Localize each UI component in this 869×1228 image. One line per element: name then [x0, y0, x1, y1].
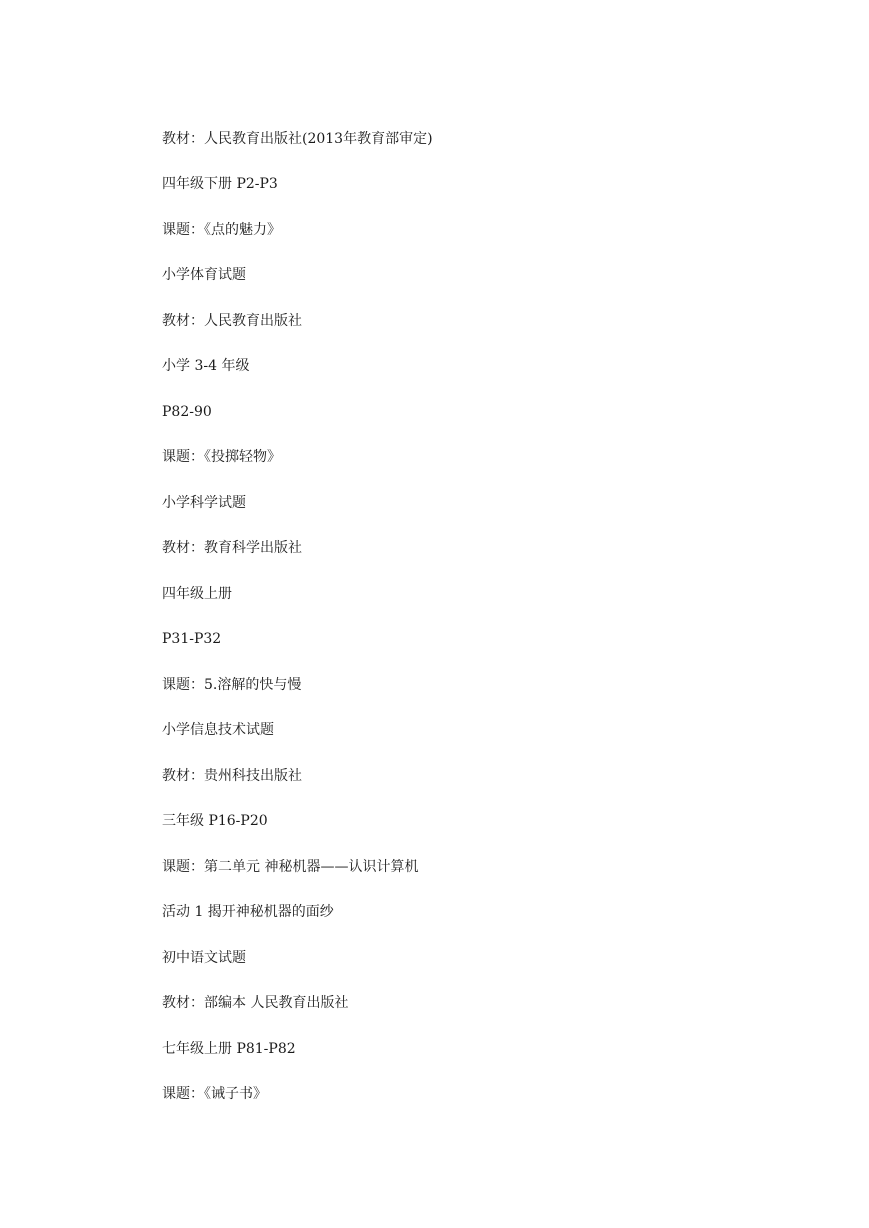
section-heading-chinese: 初中语文试题 — [162, 950, 246, 966]
activity-line-it: 活动 1 揭开神秘机器的面纱 — [162, 904, 334, 920]
grade-pages-line-art: 四年级下册 P2-P3 — [162, 176, 278, 192]
grade-line-pe: 小学 3-4 年级 — [162, 358, 250, 374]
section-heading-pe: 小学体育试题 — [162, 267, 246, 283]
topic-line-pe: 课题：《投掷轻物》 — [162, 449, 281, 465]
grade-pages-line-chinese: 七年级上册 P81-P82 — [162, 1041, 296, 1057]
textbook-line-pe: 教材：人民教育出版社 — [162, 313, 302, 329]
textbook-line-chinese: 教材：部编本 人民教育出版社 — [162, 995, 349, 1011]
topic-line-chinese: 课题：《诫子书》 — [162, 1086, 267, 1102]
section-heading-it: 小学信息技术试题 — [162, 722, 274, 738]
section-heading-science: 小学科学试题 — [162, 495, 246, 511]
textbook-line-it: 教材：贵州科技出版社 — [162, 768, 302, 784]
textbook-line-art: 教材：人民教育出版社(2013年教育部审定) — [162, 131, 433, 147]
topic-line-science: 课题：5.溶解的快与慢 — [162, 677, 302, 693]
grade-pages-line-it: 三年级 P16-P20 — [162, 813, 268, 829]
pages-line-pe: P82-90 — [162, 404, 212, 420]
pages-line-science: P31-P32 — [162, 631, 222, 647]
grade-line-science: 四年级上册 — [162, 586, 232, 602]
topic-line-it: 课题：第二单元 神秘机器——认识计算机 — [162, 859, 419, 875]
textbook-line-science: 教材：教育科学出版社 — [162, 540, 302, 556]
topic-line-art: 课题：《点的魅力》 — [162, 222, 281, 238]
